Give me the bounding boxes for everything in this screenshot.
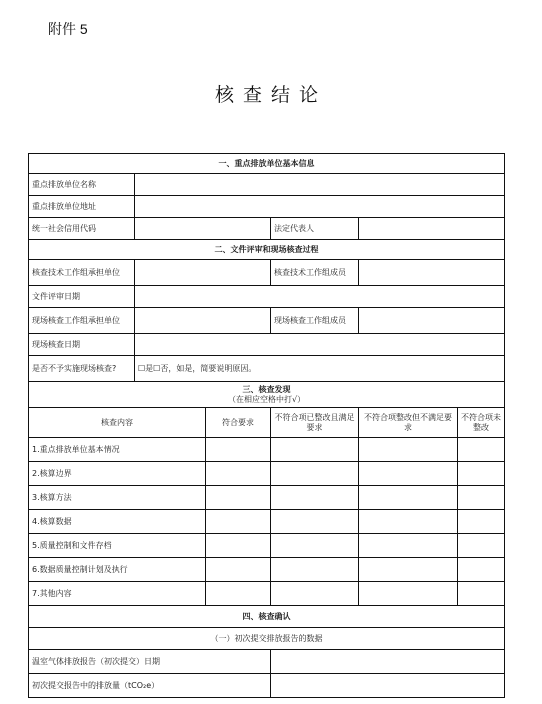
finding-item: 7.其他内容 xyxy=(29,582,206,606)
finding-check[interactable] xyxy=(458,582,505,606)
finding-check[interactable] xyxy=(359,438,458,462)
header-fixed-not-ok: 不符合项整改但不满足要求 xyxy=(359,408,458,438)
finding-check[interactable] xyxy=(271,438,359,462)
finding-check[interactable] xyxy=(206,582,271,606)
onsite-date-cell[interactable] xyxy=(135,334,505,356)
finding-check[interactable] xyxy=(271,582,359,606)
finding-check[interactable] xyxy=(271,486,359,510)
finding-check[interactable] xyxy=(271,462,359,486)
finding-check[interactable] xyxy=(359,486,458,510)
finding-item: 1.重点排放单位基本情况 xyxy=(29,438,206,462)
doc-review-date-cell[interactable] xyxy=(135,286,505,308)
onsite-members-cell[interactable] xyxy=(359,308,505,334)
finding-check[interactable] xyxy=(458,558,505,582)
finding-check[interactable] xyxy=(206,438,271,462)
finding-check[interactable] xyxy=(271,558,359,582)
section3-title: 三、核查发现 xyxy=(242,384,291,394)
header-not-fixed: 不符合项未整改 xyxy=(458,408,505,438)
finding-check[interactable] xyxy=(458,462,505,486)
section2-title: 二、文件评审和现场核查过程 xyxy=(29,240,505,260)
section4-sub1: （一）初次提交排放报告的数据 xyxy=(29,628,505,650)
credit-code-cell[interactable] xyxy=(135,218,271,240)
unit-name-cell[interactable] xyxy=(135,174,505,196)
team-members-cell[interactable] xyxy=(359,260,505,286)
verification-table xyxy=(28,153,505,698)
finding-check[interactable] xyxy=(206,558,271,582)
page-title: 核查结论 xyxy=(214,84,327,106)
finding-check[interactable] xyxy=(458,510,505,534)
finding-check[interactable] xyxy=(206,510,271,534)
initial-emissions-cell[interactable] xyxy=(271,674,505,698)
finding-check[interactable] xyxy=(206,486,271,510)
onsite-answer[interactable]: ☐是☐否，如是，简要说明原因。 xyxy=(135,356,505,382)
finding-check[interactable] xyxy=(206,534,271,558)
onsite-question-label: 是否不予实施现场核查? xyxy=(29,356,135,382)
finding-check[interactable] xyxy=(359,582,458,606)
onsite-date-label: 现场核查日期 xyxy=(29,334,135,356)
finding-check[interactable] xyxy=(458,438,505,462)
finding-check[interactable] xyxy=(359,462,458,486)
finding-item: 4.核算数据 xyxy=(29,510,206,534)
finding-check[interactable] xyxy=(206,462,271,486)
unit-address-label: 重点排放单位地址 xyxy=(29,196,135,218)
finding-check[interactable] xyxy=(458,486,505,510)
attachment-label: 附件 5 xyxy=(48,21,88,37)
section3-title-cell xyxy=(29,382,505,408)
team-unit-cell[interactable] xyxy=(135,260,271,286)
onsite-unit-label: 现场核查工作组承担单位 xyxy=(29,308,135,334)
credit-code-label: 统一社会信用代码 xyxy=(29,218,135,240)
initial-report-date-label: 温室气体排放报告（初次提交）日期 xyxy=(29,650,271,674)
team-members-label: 核查技术工作组成员 xyxy=(271,260,359,286)
finding-item: 2.核算边界 xyxy=(29,462,206,486)
legal-rep-label: 法定代表人 xyxy=(271,218,359,240)
header-fixed-ok: 不符合项已整改且满足要求 xyxy=(271,408,359,438)
section1-title: 一、重点排放单位基本信息 xyxy=(29,154,505,174)
legal-rep-cell[interactable] xyxy=(359,218,505,240)
finding-item: 6.数据质量控制计划及执行 xyxy=(29,558,206,582)
header-compliant: 符合要求 xyxy=(206,408,271,438)
section3-subtitle: （在相应空格中打√） xyxy=(227,394,306,404)
header-content: 核查内容 xyxy=(29,408,206,438)
finding-check[interactable] xyxy=(458,534,505,558)
finding-check[interactable] xyxy=(359,558,458,582)
initial-report-date-cell[interactable] xyxy=(271,650,505,674)
finding-check[interactable] xyxy=(271,510,359,534)
unit-address-cell[interactable] xyxy=(135,196,505,218)
onsite-members-label: 现场核查工作组成员 xyxy=(271,308,359,334)
finding-check[interactable] xyxy=(359,534,458,558)
finding-check[interactable] xyxy=(359,510,458,534)
finding-check[interactable] xyxy=(271,534,359,558)
section4-title: 四、核查确认 xyxy=(29,606,505,628)
finding-item: 5.质量控制和文件存档 xyxy=(29,534,206,558)
doc-review-date-label: 文件评审日期 xyxy=(29,286,135,308)
onsite-unit-cell[interactable] xyxy=(135,308,271,334)
unit-name-label: 重点排放单位名称 xyxy=(29,174,135,196)
initial-emissions-label: 初次提交报告中的排放量（tCO₂e） xyxy=(29,674,271,698)
team-unit-label: 核查技术工作组承担单位 xyxy=(29,260,135,286)
finding-item: 3.核算方法 xyxy=(29,486,206,510)
